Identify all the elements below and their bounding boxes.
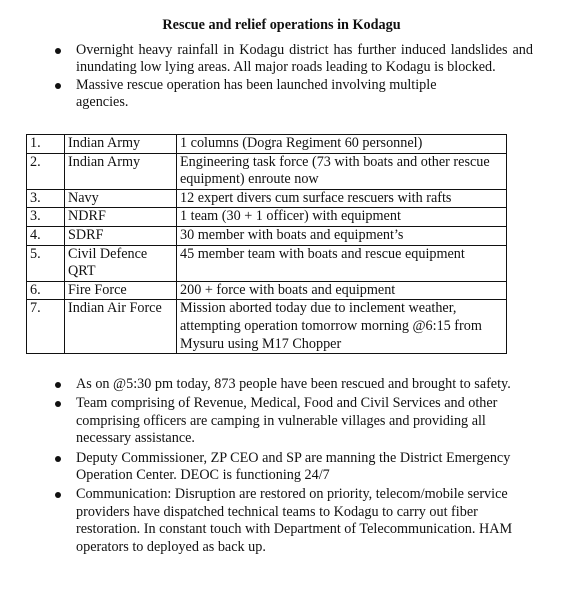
intro-bullet-text: Overnight heavy rainfall in Kodagu district has further induced landslides and inundating low lying areas. All major roads leading to Kodagu is blocked. (76, 42, 533, 76)
agency-cell: Civil Defence QRT (65, 245, 177, 281)
table-row (27, 226, 507, 245)
table-row (27, 153, 507, 189)
agency-cell: Indian Army (65, 153, 177, 189)
details-cell: 12 expert divers cum surface rescuers with rafts (177, 189, 507, 208)
table-row (27, 189, 507, 208)
row-number-cell: 3. (27, 208, 65, 227)
agency-cell: Indian Army (65, 135, 177, 154)
status-bullet-item (0, 395, 563, 447)
details-cell: 1 columns (Dogra Regiment 60 personnel) (177, 135, 507, 154)
agency-cell: Indian Air Force (65, 300, 177, 354)
status-bullet-item (0, 450, 563, 485)
operations-table (26, 134, 507, 354)
row-number-cell: 4. (27, 226, 65, 245)
bullet-dot-icon (55, 456, 61, 462)
details-cell: 200 + force with boats and equipment (177, 281, 507, 300)
bullet-dot-icon (55, 48, 61, 54)
status-bullet-text: Team comprising of Revenue, Medical, Food and Civil Services and other comprising officers are camping in vulnerable villages and providing all necessary assistance. (76, 395, 498, 447)
status-bullet-text: Deputy Commissioner, ZP CEO and SP are manning the District Emergency Operation Center. DEOC is functioning 24/7 (76, 449, 511, 484)
status-bullet-text: Communication: Disruption are restored on priority, telecom/mobile service providers have dispatched technical teams to Kodagu to carry out fiber restoration. In constant touch with Department of Telecommunication. HAM operators to deployed as back up. (76, 486, 513, 555)
row-number-cell: 6. (27, 281, 65, 300)
agency-cell: SDRF (65, 226, 177, 245)
row-number-cell: 2. (27, 153, 65, 189)
status-bullet-item (0, 486, 563, 556)
bullet-dot-icon (55, 382, 61, 388)
agency-cell: Fire Force (65, 281, 177, 300)
details-cell: 30 member with boats and equipment’s (177, 226, 507, 245)
table-row (27, 300, 507, 354)
intro-bullet-list (0, 42, 563, 112)
status-bullet-text: As on @5:30 pm today, 873 people have been rescued and brought to safety. (76, 376, 511, 392)
row-number-cell: 7. (27, 300, 65, 354)
bullet-dot-icon (55, 401, 61, 407)
intro-bullet-item (0, 77, 563, 112)
agency-cell: NDRF (65, 208, 177, 227)
details-cell: Engineering task force (73 with boats and other rescue equipment) enroute now (177, 153, 507, 189)
row-number-cell: 1. (27, 135, 65, 154)
row-number-cell: 3. (27, 189, 65, 208)
table-row (27, 135, 507, 154)
row-number-cell: 5. (27, 245, 65, 281)
bullet-dot-icon (55, 492, 61, 498)
table-row (27, 245, 507, 281)
table-row (27, 281, 507, 300)
agency-cell: Navy (65, 189, 177, 208)
intro-bullet-item (0, 42, 563, 77)
details-cell: 1 team (30 + 1 officer) with equipment (177, 208, 507, 227)
details-cell: Mission aborted today due to inclement weather, attempting operation tomorrow morning @6:15 from Mysuru using M17 Chopper (177, 300, 507, 354)
document-title: Rescue and relief operations in Kodagu (162, 17, 401, 33)
bullet-dot-icon (55, 83, 61, 89)
intro-bullet-text: Massive rescue operation has been launched involving multiple agencies. (76, 76, 437, 111)
status-bullet-list (0, 376, 563, 558)
details-cell: 45 member team with boats and rescue equipment (177, 245, 507, 281)
table-row (27, 208, 507, 227)
status-bullet-item (0, 376, 563, 393)
